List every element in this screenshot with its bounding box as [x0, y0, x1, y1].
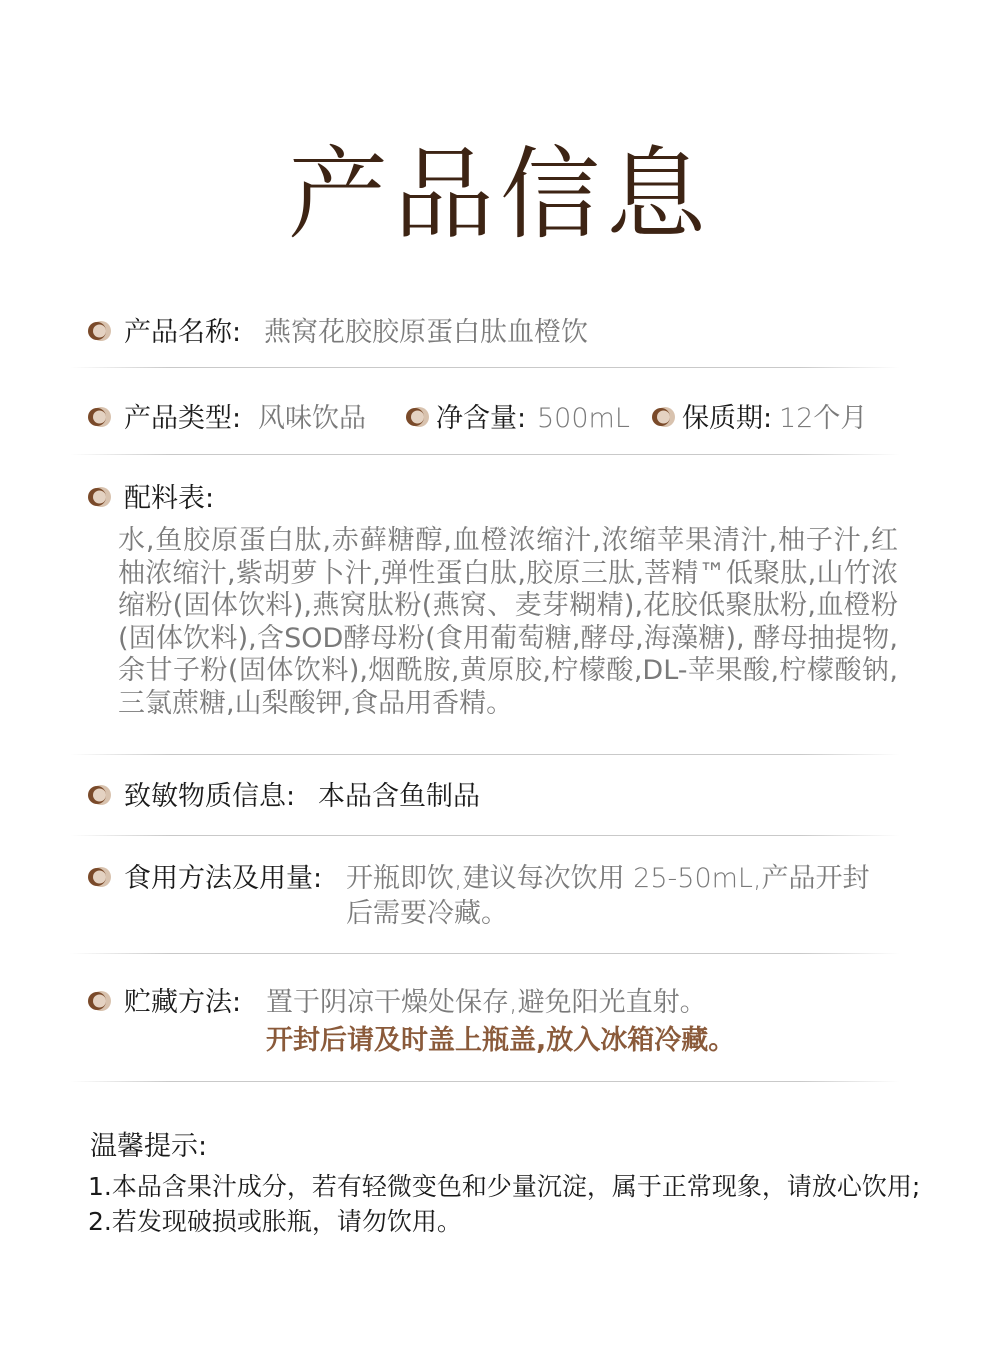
divider	[70, 953, 900, 954]
usage-value-line1: 开瓶即饮,建议每次饮用 25-50mL,产品开封	[346, 863, 870, 894]
allergen-value: 本品含鱼制品	[318, 781, 480, 812]
tip-item: 1.本品含果汁成分，若有轻微变色和少量沉淀，属于正常现象，请放心饮用;	[88, 1172, 921, 1201]
divider	[70, 754, 900, 755]
divider	[70, 367, 900, 368]
product-name-label: 产品名称:	[124, 317, 242, 348]
ingredients-text: 水,鱼胶原蛋白肽,赤藓糖醇,血橙浓缩汁,浓缩苹果清汁,柚子汁,红柚浓缩汁,紫胡萝卜汁,弹性蛋白肽,胶原三肽,菩精™低聚肽,山竹浓缩粉(固体饮料),燕窝肽粉(燕窝、麦芽糊精),花胶低聚肽粉,血橙粉(固体饮料),含SOD酵母粉(食用葡萄糖,酵母,海藻糖), 酵母抽提物,余甘子粉(固体饮料),烟酰胺,黄原胶,柠檬酸,DL-苹果酸,柠檬酸钠,三氯蔗糖,山梨酸钾,食品用香精。	[118, 525, 898, 719]
product-type-value: 风味饮品	[258, 403, 366, 434]
bullet-dot-icon	[86, 990, 112, 1012]
bullet-dot-icon	[86, 406, 112, 428]
net-content-label: 净含量:	[436, 403, 527, 434]
bullet-dot-icon	[404, 406, 430, 428]
usage-value-line2: 后需要冷藏。	[346, 898, 508, 929]
storage-value-line1: 置于阴凉干燥处保存,避免阳光直射。	[266, 987, 707, 1018]
tips-title: 温馨提示:	[90, 1131, 208, 1162]
storage-label: 贮藏方法:	[124, 987, 242, 1018]
net-content-value: 500mL	[537, 403, 630, 434]
bullet-dot-icon	[86, 784, 112, 806]
page-title: 产品信息	[288, 136, 712, 253]
shelf-life-value: 12个月	[779, 403, 868, 434]
allergen-label: 致敏物质信息:	[124, 781, 296, 812]
ingredients-label: 配料表:	[124, 483, 215, 514]
usage-label: 食用方法及用量:	[124, 863, 323, 894]
divider	[70, 835, 900, 836]
shelf-life-label: 保质期:	[682, 403, 773, 434]
bullet-dot-icon	[86, 866, 112, 888]
divider	[70, 1081, 900, 1082]
bullet-dot-icon	[86, 486, 112, 508]
bullet-dot-icon	[86, 320, 112, 342]
product-type-label: 产品类型:	[124, 403, 242, 434]
divider	[70, 454, 900, 455]
bullet-dot-icon	[650, 406, 676, 428]
product-name-value: 燕窝花胶胶原蛋白肽血橙饮	[264, 317, 588, 348]
tip-item: 2.若发现破损或胀瓶，请勿饮用。	[88, 1207, 462, 1236]
storage-highlight: 开封后请及时盖上瓶盖,放入冰箱冷藏。	[266, 1025, 736, 1056]
